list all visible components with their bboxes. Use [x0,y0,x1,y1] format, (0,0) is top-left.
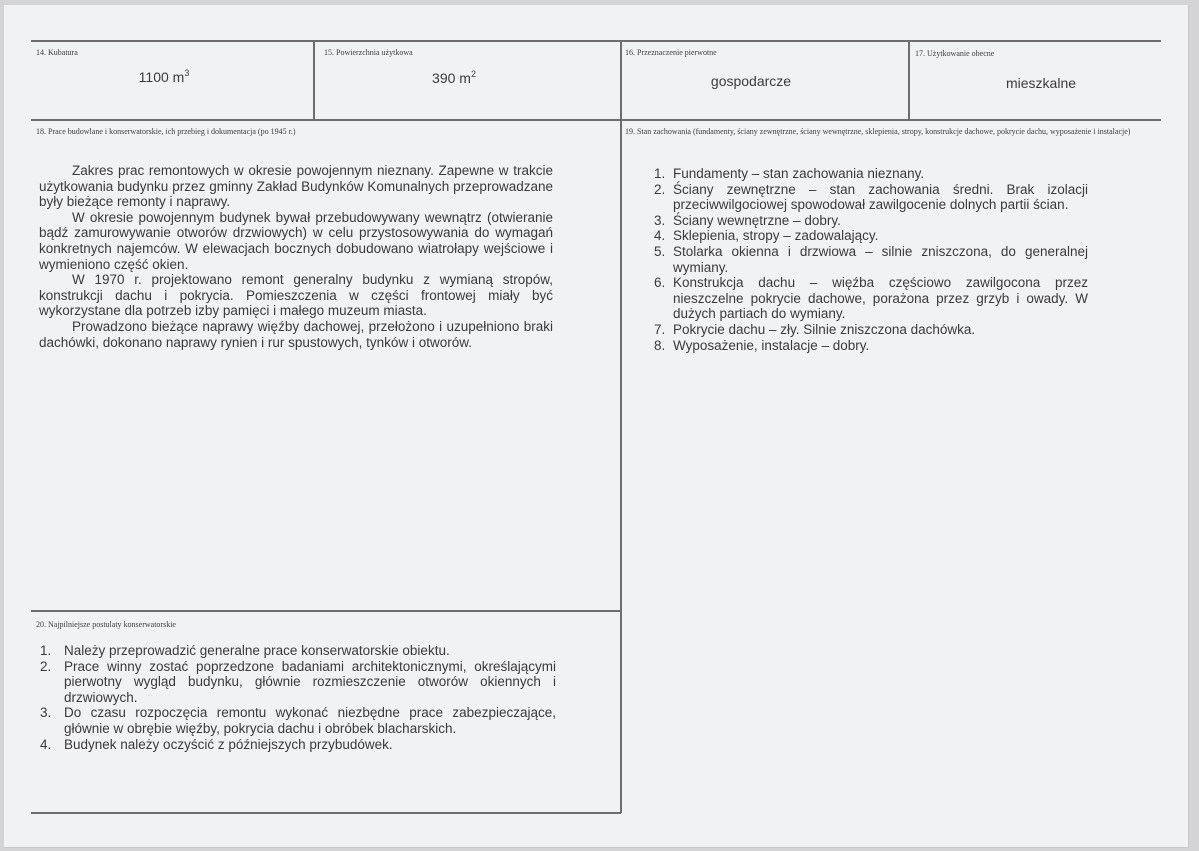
section20-divider [31,610,621,612]
top-border [31,40,1161,42]
item-text: Wyposażenie, instalacje – dobry. [673,337,870,353]
paragraph: Prowadzono bieżące naprawy więźby dachowej, przełożono i uzupełniono braki dachówki, dokonano naprawy rynien i rur spustowych, tynków i otworów. [39,318,553,350]
document-card [4,5,1189,848]
row1-divider [31,119,1161,121]
list-item [654,275,1088,322]
field-15-label: 15. Powierzchnia użytkowa [324,48,413,57]
item-number: 3. [40,705,52,721]
divider-15-16 [620,40,622,813]
item-text: Sklepienia, stropy – zadowalający. [673,228,879,244]
list-item [654,166,1088,182]
item-number: 1. [654,166,666,181]
section-19-list [654,166,1088,353]
section-18-label: 18. Prace budowlane i konserwatorskie, ich przebieg i dokumentacja (po 1945 r.) [36,127,296,136]
section-19-label: 19. Stan zachowania (fundamenty, ściany zewnętrzne, ściany wewnętrzne, sklepienia, stropy, konstrukcje dachowe, pokrycie dachu, wyposażenie i instalacje) [625,127,1131,136]
item-number: 8. [654,337,666,353]
item-number: 1. [40,643,52,658]
list-item [40,658,556,706]
item-number: 5. [654,243,666,259]
item-number: 4. [654,228,666,244]
paragraph: W 1970 r. projektowano remont generalny budynku z wymianą stropów, konstrukcji dachu i pokrycia. Pomieszczenia w części frontowej miały być wykorzystane dla potrzeb izby pamięci i małego muzeum miasta. [39,272,553,319]
list-item [654,243,1088,275]
item-text: Fundamenty – stan zachowania nieznany. [673,166,925,181]
field-15-value: 390 $m^2$ [432,69,476,86]
list-item [40,705,556,736]
list-item [40,736,556,753]
item-text: Do czasu rozpoczęcia remontu wykonać niezbędne prace zabezpieczające, głównie w obrębie więźby, pokrycia dachu i obróbek blacharskich. [64,705,556,736]
item-number: 2. [40,658,52,674]
list-item [654,181,1088,213]
item-text: Należy przeprowadzić generalne prace konserwatorskie obiektu. [64,643,450,658]
list-item [654,321,1088,338]
item-number: 7. [654,321,666,337]
field-14-value: 1100 $m^3$ [138,68,190,85]
paragraph: W okresie powojennym budynek bywał przebudowywany wewnątrz (otwieranie bądź zamurowywanie otworów drzwiowych) w celu przystosowywania do wymagań konkretnych najemców. W elewacjach bocznych dobudowano wiatrołapy wejściowe i wymieniono część okien. [39,209,553,272]
item-text: Pokrycie dachu – zły. Silnie zniszczona dachówka. [673,321,976,337]
item-text: Prace winny zostać poprzedzone badaniami architektonicznymi, określającymi pierwotny wygląd budynku, głównie rozmieszczenie otworów okiennych i drzwiowych. [64,658,556,705]
list-item [654,228,1088,244]
item-number: 3. [654,212,666,228]
item-text: Ściany zewnętrzne – stan zachowania średni. Brak izolacji przeciwwilgociowej spowodował zawilgocenie dolnych partii ścian. [673,181,1088,213]
section-18-text [39,163,553,350]
field-17-value: mieszkalne [1005,75,1077,91]
list-item [654,212,1088,229]
field-17-label: 17. Użytkowanie obecne [915,49,995,58]
field-16-value: gospodarcze [710,73,792,89]
square-superscript: 2 [470,69,476,79]
divider-16-17 [908,40,910,120]
section-20-list [40,643,556,752]
bottom-left-rule [31,812,621,814]
cubic-superscript: 3 [184,68,190,78]
divider-14-15 [313,40,315,120]
section-20-label: 20. Najpilniejsze postulaty konserwatorskie [36,620,176,629]
item-number: 2. [654,181,666,197]
field-16-label: 16. Przeznaczenie pierwotne [625,48,717,57]
item-number: 4. [40,736,52,752]
item-text: Ściany wewnętrzne – dobry. [673,212,841,228]
item-text: Budynek należy oczyścić z późniejszych przybudówek. [64,736,393,752]
item-text: Konstrukcja dachu – więźba częściowo zawilgocona przez nieszczelne pokrycie dachowe, porażona przez grzyb i owady. W dużych partiach do wymiany. [673,275,1088,322]
paragraph: Zakres prac remontowych w okresie powojennym nieznany. Zapewne w trakcie użytkowania budynku przez gminny Zakład Budynków Komunalnych przeprowadzane były bieżące remonty i naprawy. [39,163,553,210]
item-number: 6. [654,275,666,291]
item-text: Stolarka okienna i drzwiowa – silnie zniszczona, do generalnej wymiany. [673,243,1088,275]
field-14-label: 14. Kubatura [36,48,78,57]
list-item [654,337,1088,354]
list-item [40,643,556,659]
